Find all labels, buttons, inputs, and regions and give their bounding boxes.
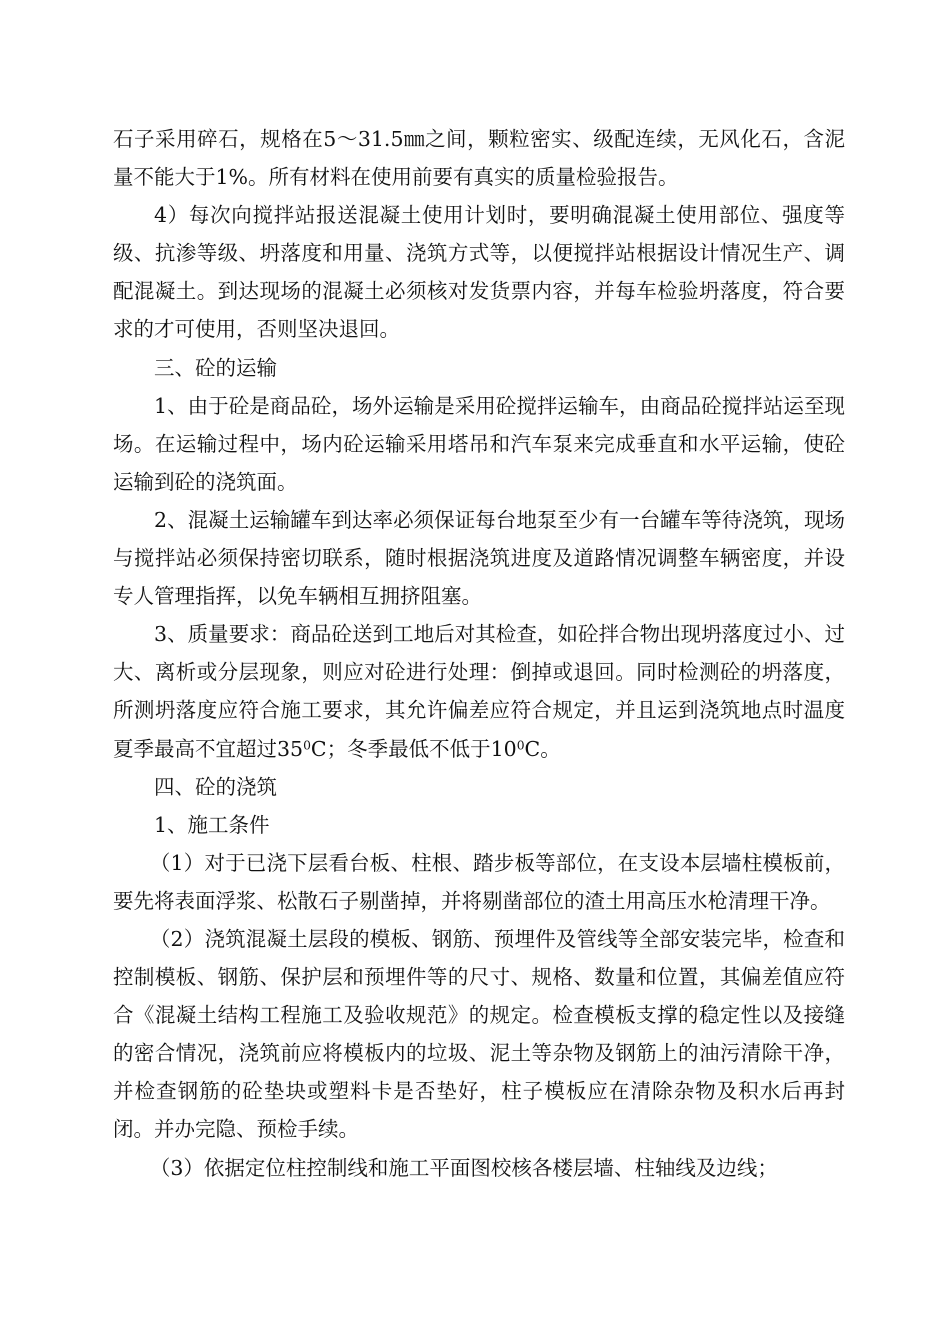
subsection-heading-conditions: 1、施工条件 xyxy=(154,812,270,837)
section-heading-transport: 三、砼的运输 xyxy=(154,355,277,380)
section-heading-pouring: 四、砼的浇筑 xyxy=(154,774,277,799)
quality-text: 3、质量要求：商品砼送到工地后对其检查，如砼拌合物出现坍落度过小、过大、离析或分层现象，则应对砼进行处理：倒掉或退回。同时检测砼的坍落度，所测坍落度应符合施工要求，其允许偏差应符合规定，并且运到浇筑地点时温度夏季最高不宜超过 xyxy=(113,622,845,761)
paragraph-condition-3: （3）依据定位柱控制线和施工平面图校核各楼层墙、柱轴线及边线； xyxy=(149,1155,778,1180)
paragraph-transport-3 xyxy=(113,615,845,767)
temp-winter-value: 10 xyxy=(490,736,517,761)
temp-mid-text: C；冬季最低不低于 xyxy=(310,736,491,761)
degree-mark: 0 xyxy=(516,737,525,752)
paragraph-transport-2: 2、混凝土运输罐车到达率必须保证每台地泵至少有一台罐车等待浇筑，现场与搅拌站必须保持密切联系，随时根据浇筑进度及道路情况调整车辆密度，并设专人管理指挥，以免车辆相互拥挤阻塞。 xyxy=(113,507,845,609)
document-body xyxy=(113,120,845,1187)
paragraph-condition-2: （2）浇筑混凝土层段的模板、钢筋、预埋件及管线等全部安装完毕，检查和控制模板、钢筋、保护层和预埋件等的尺寸、规格、数量和位置，其偏差值应符合《混凝土结构工程施工及验收规范》的规定。检查模板支撑的稳定性以及接缝的密合情况，浇筑前应将模板内的垃圾、泥土等杂物及钢筋上的油污清除干净，并检查钢筋的砼垫块或塑料卡是否垫好，柱子模板应在清除杂物及积水后再封闭。并办完隐、预检手续。 xyxy=(113,926,845,1142)
paragraph-aggregate-spec: 石子采用碎石，规格在5～31.5㎜之间，颗粒密实、级配连续，无风化石，含泥量不能大于1%。所有材料在使用前要有真实的质量检验报告。 xyxy=(113,127,845,190)
paragraph-condition-1: （1）对于已浇下层看台板、柱根、踏步板等部位，在支设本层墙柱模板前，要先将表面浮浆、松散石子剔凿掉，并将剔凿部位的渣土用高压水枪清理干净。 xyxy=(113,850,845,913)
paragraph-mix-plan: 4）每次向搅拌站报送混凝土使用计划时，要明确混凝土使用部位、强度等级、抗渗等级、坍落度和用量、浇筑方式等，以便搅拌站根据设计情况生产、调配混凝土。到达现场的混凝土必须核对发货票内容，并每车检验坍落度，符合要求的才可使用，否则坚决退回。 xyxy=(113,203,845,342)
temp-end-text: C。 xyxy=(524,736,561,761)
degree-mark: 0 xyxy=(303,737,311,752)
temp-summer-value: 35 xyxy=(277,736,304,761)
paragraph-transport-1: 1、由于砼是商品砼，场外运输是采用砼搅拌运输车，由商品砼搅拌站运至现场。在运输过程中，场内砼运输采用塔吊和汽车泵来完成垂直和水平运输，使砼运输到砼的浇筑面。 xyxy=(113,393,845,494)
